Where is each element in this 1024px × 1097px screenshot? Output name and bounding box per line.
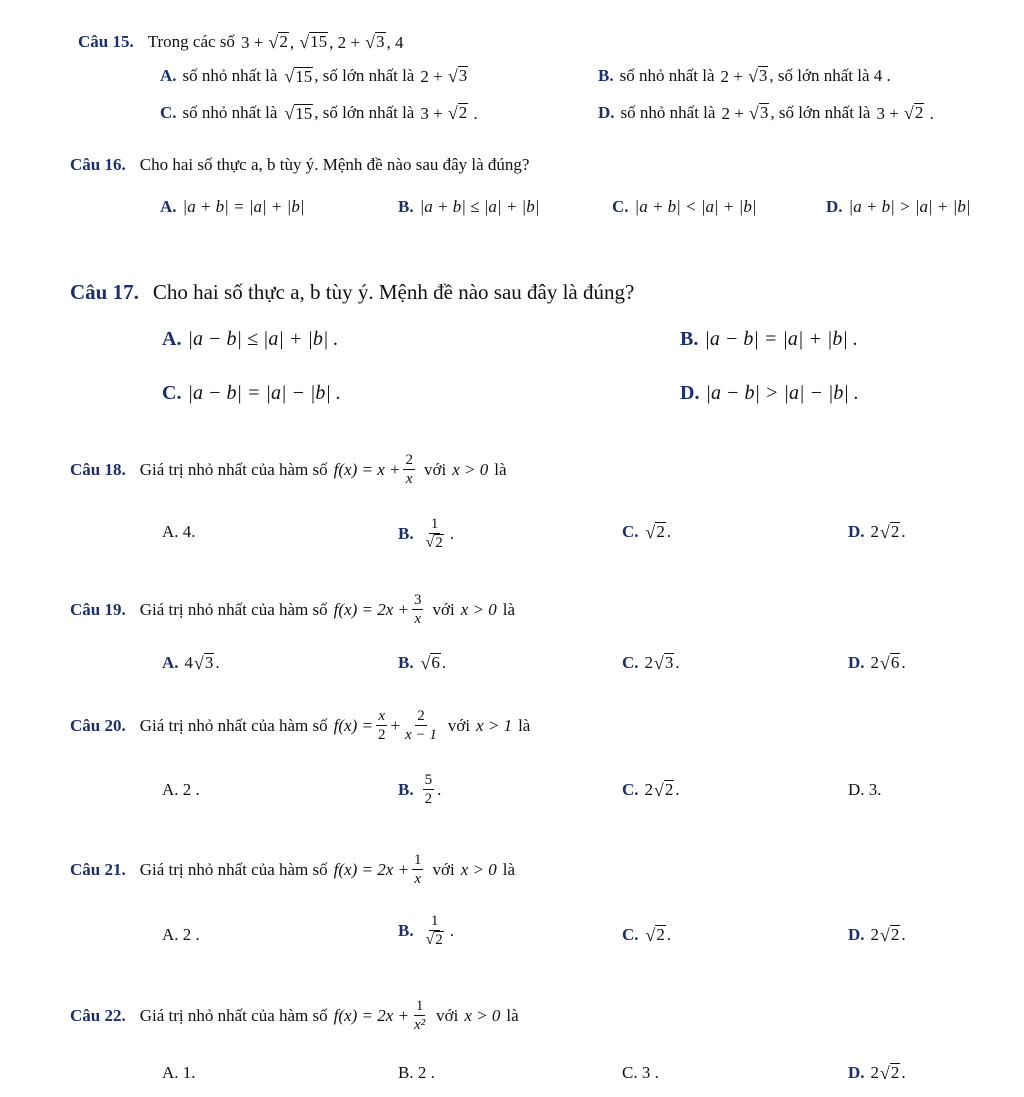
q19-option-a[interactable]: A. 4 √ 3 . [162,653,220,673]
q18-option-c[interactable]: C. √ 2 . [622,522,672,542]
q17-option-a[interactable]: A. |a − b| ≤ |a| + |b| . [162,328,339,350]
q15-option-d[interactable]: D. số nhỏ nhất là 2 + √ 3 , số lớn nhất là 3 + √ 2 . [598,102,934,123]
q16-option-a[interactable]: A. |a + b| = |a| + |b| [160,197,305,216]
q20-stem: Câu 20. Giá trị nhỏ nhất của hàm số f(x) = $\frac{x}{2}$ + $\frac{2}{x - 1}$ với x > 1 là [70,708,531,743]
q18-option-b[interactable]: B. 1 √ 2 . [398,516,454,552]
q16-stem: Câu 16. Cho hai số thực a, b tùy ý. Mệnh đề nào sau đây là đúng? [70,155,530,174]
q17-stem: Câu 17. Cho hai số thực a, b tùy ý. Mệnh đề nào sau đây là đúng? [70,280,635,304]
q22-option-b[interactable]: B. 2 . [398,1063,435,1082]
q16-option-c[interactable]: C. |a + b| < |a| + |b| [612,197,757,216]
q19-option-b[interactable]: B. √ 6 . [398,653,447,673]
q21-option-c[interactable]: C. √ 2 . [622,925,672,945]
q16-option-d[interactable]: D. |a + b| > |a| + |b| [826,197,971,216]
q18-option-a[interactable]: A. 4. [162,522,196,541]
q16-option-b[interactable]: B. |a + b| ≤ |a| + |b| [398,197,540,216]
q22-option-c[interactable]: C. 3 . [622,1063,659,1082]
q17-option-d[interactable]: D. |a − b| > |a| − |b| . [680,382,859,404]
q22-stem: Câu 22. Giá trị nhỏ nhất của hàm số f(x) = 2x + $\frac{1}{\text{x²}}$ với x > 0 là [70,998,519,1033]
q18-option-d[interactable]: D. 2 √ 2 . [848,522,906,542]
q18-stem: Câu 18. Giá trị nhỏ nhất của hàm số f(x) = x + $\frac{2}{x}$ với x > 0 là [70,452,507,487]
q15-option-c[interactable]: C. số nhỏ nhất là √ 15 , số lớn nhất là 3 + √ 2 . [160,102,478,124]
q17-option-c[interactable]: C. |a − b| = |a| − |b| . [162,382,341,404]
q20-option-b[interactable]: B. $\frac{5}{2}$ . [398,772,442,807]
q15-stem: Câu 15. Trong các số 3 + √ 2 , √ 15 , 2 + √ 3 , 4 [78,31,404,52]
q19-option-c[interactable]: C. 2 √ 3 . [622,653,680,673]
q22-option-d[interactable]: D. 2 √ 2 . [848,1063,906,1083]
q15-option-b[interactable]: B. số nhỏ nhất là 2 + √ 3 , số lớn nhất là 4 . [598,65,891,86]
q19-option-d[interactable]: D. 2 √ 6 . [848,653,906,673]
q21-option-b[interactable]: B. 1 √ 2 . [398,913,454,949]
q21-stem: Câu 21. Giá trị nhỏ nhất của hàm số f(x) = 2x + $\frac{1}{x}$ với x > 0 là [70,852,516,887]
q19-stem: Câu 19. Giá trị nhỏ nhất của hàm số f(x) = 2x + $\frac{3}{x}$ với x > 0 là [70,592,516,627]
q20-option-d[interactable]: D. 3. [848,780,882,799]
q21-option-d[interactable]: D. 2 √ 2 . [848,925,906,945]
q17-option-b[interactable]: B. |a − b| = |a| + |b| . [680,328,858,350]
q15-option-a[interactable]: A. số nhỏ nhất là √ 15 , số lớn nhất là 2 + √ 3 [160,65,468,87]
q20-option-a[interactable]: A. 2 . [162,780,200,799]
q20-option-c[interactable]: C. 2 √ 2 . [622,780,680,800]
q22-option-a[interactable]: A. 1. [162,1063,196,1082]
q21-option-a[interactable]: A. 2 . [162,925,200,944]
q15-label: Câu 15. [78,32,134,52]
